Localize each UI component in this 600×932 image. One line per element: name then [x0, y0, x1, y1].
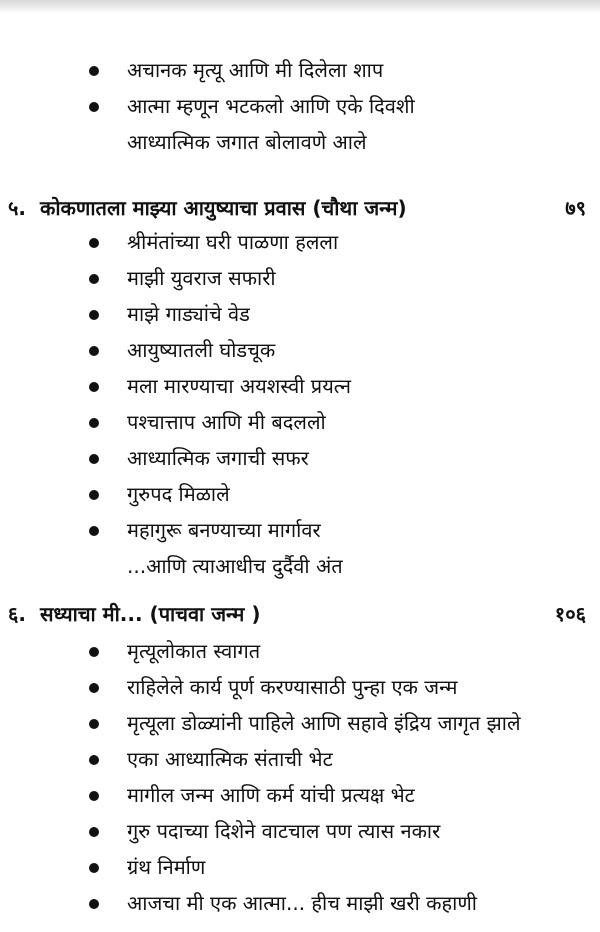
bullet-icon	[89, 238, 99, 248]
bullet-icon	[89, 490, 99, 500]
bullet-icon	[89, 791, 99, 801]
list-item-text: राहिलेले कार्य पूर्ण करण्यासाठी पुन्हा एक जन्म	[127, 675, 458, 699]
list-item-continuation-text: ...आणि त्याआधीच दुर्दैवी अंत	[127, 554, 343, 578]
list-item-text: पश्चात्ताप आणि मी बदललो	[127, 410, 326, 434]
section-number: ६.	[8, 602, 26, 626]
list-item-text: अचानक मृत्यू आणि मी दिलेला शाप	[127, 58, 384, 82]
list-item-text: मला मारण्याचा अयशस्वी प्रयत्न	[127, 374, 352, 398]
section-title: कोकणातला माझ्या आयुष्याचा प्रवास (चौथा जन्म)	[40, 196, 407, 220]
list-item-text: मृत्यूला डोळ्यांनी पाहिले आणि सहावे इंद्रिय जागृत झाले	[127, 711, 521, 735]
bullet-icon	[89, 755, 99, 765]
list-item-text: माझी युवराज सफारी	[127, 266, 276, 290]
list-item-text: महागुरू बनण्याच्या मार्गावर	[127, 518, 321, 542]
list-item-text: गुरुपद मिळाले	[127, 482, 230, 506]
list-item-text: ग्रंथ निर्माण	[127, 855, 206, 879]
bullet-icon	[89, 683, 99, 693]
page-top-edge	[0, 0, 600, 14]
bullet-icon	[89, 274, 99, 284]
section-page-number: ७९	[565, 196, 586, 220]
bullet-icon	[89, 418, 99, 428]
bullet-icon	[89, 526, 99, 536]
list-item-text: श्रीमंतांच्या घरी पाळणा हलला	[127, 230, 339, 254]
bullet-icon	[89, 863, 99, 873]
section-heading	[0, 596, 600, 632]
list-item-text: आध्यात्मिक जगाची सफर	[127, 446, 309, 470]
list-item-text: मृत्यूलोकात स्वागत	[127, 639, 261, 663]
section-heading	[0, 190, 600, 226]
bullet-icon	[89, 102, 99, 112]
section-page-number: १०६	[554, 602, 586, 626]
list-item-text: आत्मा म्हणून भटकलो आणि एके दिवशी	[127, 94, 415, 118]
section-number: ५.	[8, 196, 26, 220]
list-item-text: एका आध्यात्मिक संताची भेट	[127, 747, 333, 771]
list-item-text: आयुष्यातली घोडचूक	[127, 338, 276, 362]
list-item-text: माझे गाड्यांचे वेड	[127, 302, 250, 326]
bullet-icon	[89, 382, 99, 392]
bullet-icon	[89, 647, 99, 657]
bullet-icon	[89, 454, 99, 464]
list-item-continuation-text: आध्यात्मिक जगात बोलावणे आले	[127, 130, 367, 154]
bullet-icon	[89, 346, 99, 356]
bullet-icon	[89, 899, 99, 909]
section-title: सध्याचा मी... (पाचवा जन्म )	[40, 602, 261, 626]
list-item-text: मागील जन्म आणि कर्म यांची प्रत्यक्ष भेट	[127, 783, 415, 807]
list-item-text: आजचा मी एक आत्मा... हीच माझी खरी कहाणी	[127, 891, 477, 915]
bullet-icon	[89, 66, 99, 76]
bullet-icon	[89, 310, 99, 320]
bullet-icon	[89, 827, 99, 837]
bullet-icon	[89, 719, 99, 729]
list-item-text: गुरु पदाच्या दिशेने वाटचाल पण त्यास नकार	[127, 819, 441, 843]
